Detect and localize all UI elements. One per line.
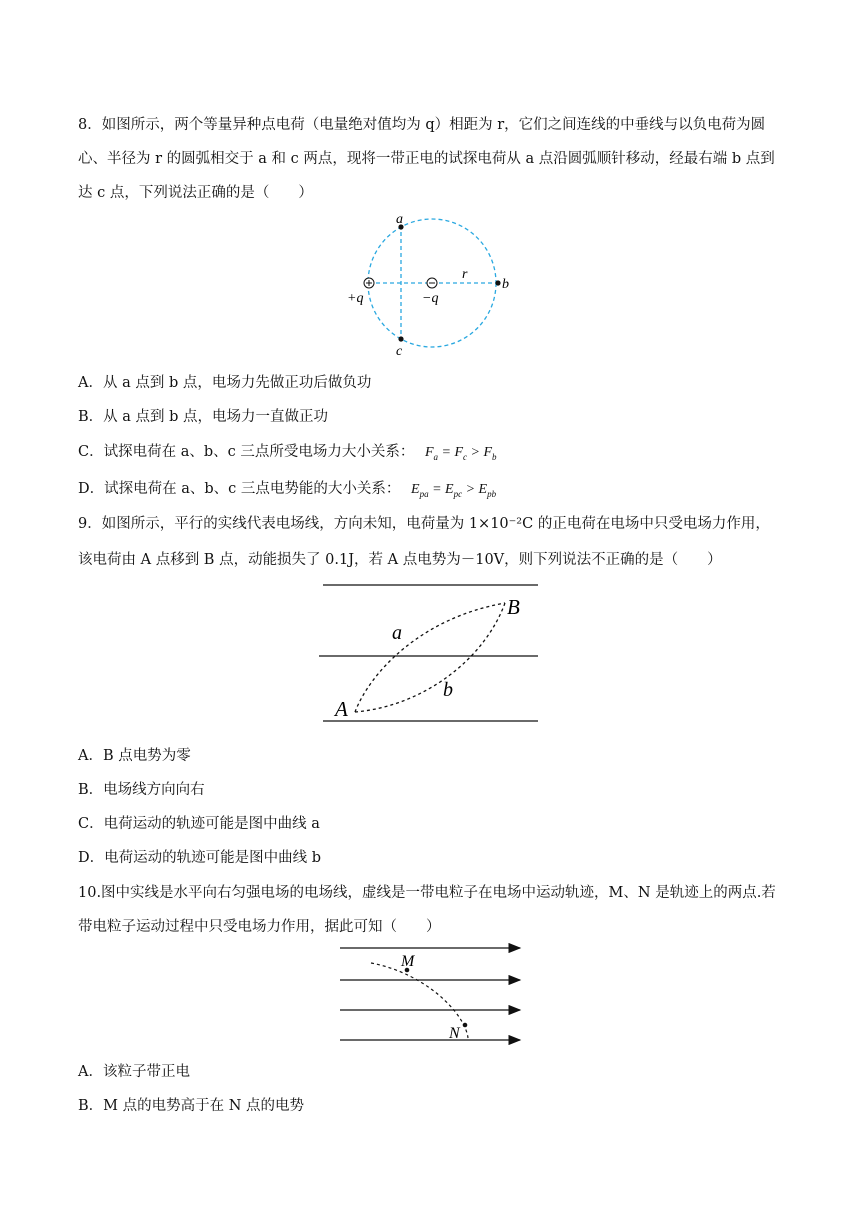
q8-label-plus-q: +q bbox=[347, 291, 364, 306]
q8-stem-line2: 心、半径为 r 的圆弧相交于 a 和 c 两点，现将一带正电的试探电荷从 a 点沿圆弧顺针移动，经最右端 b 点到 bbox=[78, 151, 775, 167]
q10-option-a: A．该粒子带正电 bbox=[78, 1064, 190, 1080]
q9-curve-a bbox=[355, 603, 505, 712]
q9-label-a: a bbox=[392, 622, 402, 644]
q9-label-A: A bbox=[335, 697, 348, 721]
q8-point-c bbox=[398, 336, 403, 341]
q9-option-a: A．B 点电势为零 bbox=[78, 748, 191, 764]
q8-label-a: a bbox=[396, 212, 403, 227]
q8-option-a: A．从 a 点到 b 点，电场力先做正功后做负功 bbox=[78, 375, 372, 391]
q10-stem-line2: 带电粒子运动过程中只受电场力作用，据此可知（ ） bbox=[78, 919, 441, 935]
q9-label-B: B bbox=[507, 595, 520, 619]
q8-point-b bbox=[495, 280, 500, 285]
q10-label-N: N bbox=[449, 1025, 460, 1042]
q8-figure-circle-charges bbox=[340, 205, 530, 360]
q8-stem-line3: 达 c 点，下列说法正确的是（ ） bbox=[78, 185, 313, 201]
q8-option-c-text: C．试探电荷在 a、b、c 三点所受电场力大小关系： bbox=[78, 444, 415, 460]
q8-option-d-formula: $E_{pa} = E_{pc} > E_{pb}$ bbox=[411, 482, 497, 499]
q8-option-b: B．从 a 点到 b 点，电场力一直做正功 bbox=[78, 409, 329, 425]
q10-point-N bbox=[463, 1023, 468, 1028]
q8-stem-line1: 8．如图所示，两个等量异种点电荷（电量绝对值均为 q）相距为 r，它们之间连线的中垂线与以负电荷为圆 bbox=[78, 117, 766, 133]
q9-stem-line2: 该电荷由 A 点移到 B 点，动能损失了 0.1J，若 A 点电势为－10V，则下列说法不正确的是（ ） bbox=[78, 552, 722, 568]
q8-option-c-formula: $F_a = F_c > F_b$ bbox=[424, 445, 497, 462]
q8-negative-charge bbox=[427, 278, 437, 288]
q8-option-d bbox=[78, 477, 496, 499]
q9-stem-line1: 9．如图所示，平行的实线代表电场线，方向未知，电荷量为 1×10⁻²C 的正电荷在电场中只受电场力作用， bbox=[78, 516, 770, 532]
q10-stem-line1: 10.图中实线是水平向右匀强电场的电场线，虚线是一带电粒子在电场中运动轨迹，M、N 是轨迹上的两点.若 bbox=[78, 885, 776, 901]
q9-option-d: D．电荷运动的轨迹可能是图中曲线 b bbox=[78, 850, 322, 866]
q9-option-b: B．电场线方向向右 bbox=[78, 782, 205, 798]
q9-curve-b bbox=[355, 603, 505, 712]
q8-label-c: c bbox=[396, 344, 403, 359]
q10-figure-uniform-field bbox=[335, 938, 530, 1050]
q9-figure-field-lines bbox=[315, 578, 545, 728]
q10-option-b: B．M 点的电势高于在 N 点的电势 bbox=[78, 1098, 305, 1114]
q8-label-r: r bbox=[462, 267, 468, 282]
q8-option-d-text: D．试探电荷在 a、b、c 三点电势能的大小关系： bbox=[78, 481, 401, 497]
q9-option-c: C．电荷运动的轨迹可能是图中曲线 a bbox=[78, 816, 320, 832]
q9-label-b: b bbox=[443, 679, 453, 701]
q8-option-c bbox=[78, 440, 497, 462]
q8-label-minus-q: −q bbox=[422, 291, 439, 306]
q8-positive-charge bbox=[364, 278, 374, 288]
q10-label-M: M bbox=[401, 953, 415, 970]
q8-label-b: b bbox=[502, 277, 509, 292]
